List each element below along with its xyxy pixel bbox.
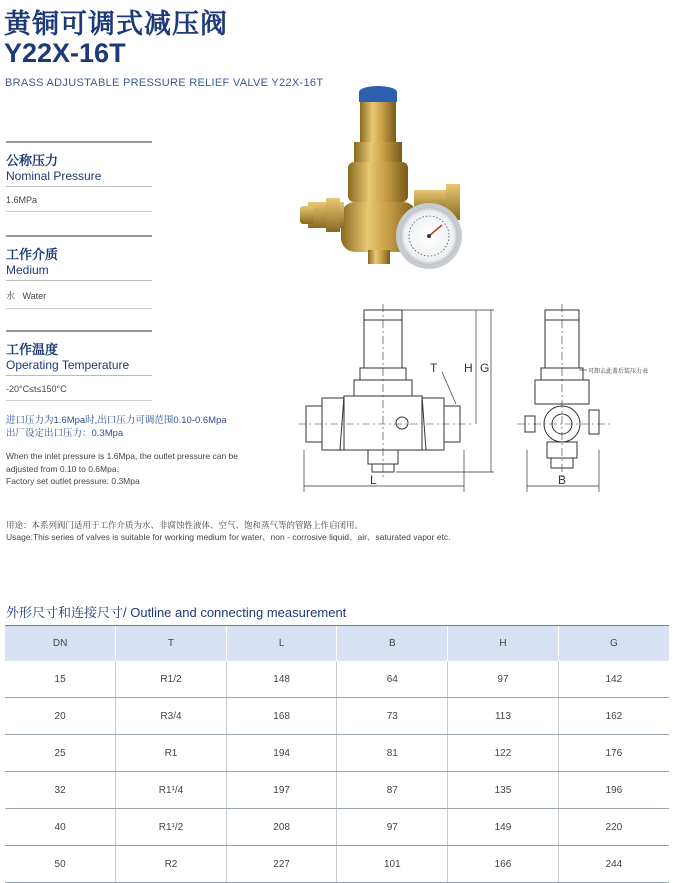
spec-label-cn: 公称压力 (6, 153, 59, 168)
column-header-g: G (558, 626, 669, 661)
table-row (5, 809, 669, 846)
pressure-note-line: adjusted from 0.10 to 0.6Mpa. (6, 463, 119, 474)
table-cell: 196 (558, 772, 669, 809)
usage-note-en: Usage:This series of valves is suitable for working medium for water、non - corrosive liquid、air、saturated vapor etc. (6, 532, 451, 542)
table-header-row (5, 626, 669, 661)
table-cell: 101 (337, 846, 448, 883)
dimensions-heading: 外形尺寸和连接尺寸/ Outline and connecting measurement (6, 605, 347, 620)
side-view-drawing (515, 300, 673, 496)
table-cell: 73 (337, 698, 448, 735)
column-header-dn: DN (5, 626, 116, 661)
spec-label-cn: 工作介质 (6, 247, 59, 262)
table-cell: 168 (226, 698, 337, 735)
table-cell: 220 (558, 809, 669, 846)
table-cell: 244 (558, 846, 669, 883)
table-cell: R1/2 (116, 661, 227, 698)
product-title-cn: 黄铜可调式减压阀 (4, 9, 228, 39)
table-cell: 64 (337, 661, 448, 698)
dim-label-b: B (558, 473, 567, 487)
table-cell: 197 (226, 772, 337, 809)
spec-value: -20°C≤t≤150°C (6, 376, 152, 401)
dim-label-g: G (480, 361, 490, 375)
pressure-note-cn (6, 414, 227, 440)
column-header-b: B (337, 626, 448, 661)
product-title-en: BRASS ADJUSTABLE PRESSURE RELIEF VALVE Y22X-16T (5, 77, 324, 89)
spec-operating-temperature (6, 330, 152, 401)
table-row (5, 735, 669, 772)
table-cell: 166 (448, 846, 559, 883)
valve-product-image (296, 84, 471, 284)
dim-label-t: T (430, 361, 438, 375)
spec-value: 1.6MPa (6, 187, 152, 212)
dimensions-table (5, 626, 669, 883)
table-cell: R1¹/2 (116, 809, 227, 846)
usage-note-cn: 用途：本系列阀门适用于工作介质为水、非腐蚀性液体、空气、饱和蒸气等的管路上作启闭用。 (6, 520, 364, 530)
table-row (5, 698, 669, 735)
table-cell: 135 (448, 772, 559, 809)
table-row (5, 772, 669, 809)
pressure-note-line: 进口压力为1.6Mpa时,出口压力可调范围0.10-0.6Mpa (6, 415, 227, 426)
table-cell: 97 (337, 809, 448, 846)
spec-value: 水 Water (6, 281, 152, 309)
pressure-note-line: Factory set outlet pressure: 0.3Mpa (6, 476, 140, 486)
table-cell: 176 (558, 735, 669, 772)
table-row (5, 661, 669, 698)
table-cell: 142 (558, 661, 669, 698)
pressure-note-en (6, 450, 266, 488)
table-cell: 40 (5, 809, 116, 846)
table-cell: 25 (5, 735, 116, 772)
spec-label-en: Medium (6, 263, 152, 281)
dim-label-l: L (370, 473, 377, 487)
spec-label-en: Nominal Pressure (6, 169, 152, 187)
product-model: Y22X-16T (4, 38, 126, 68)
dim-label-h: H (464, 361, 473, 375)
spec-medium (6, 235, 152, 309)
table-cell: 20 (5, 698, 116, 735)
pressure-note-line: When the inlet pressure is 1.6Mpa, the outlet pressure can be (6, 451, 238, 461)
column-header-h: H (448, 626, 559, 661)
table-cell: 32 (5, 772, 116, 809)
table-cell: 227 (226, 846, 337, 883)
column-header-l: L (226, 626, 337, 661)
usage-note (6, 519, 451, 543)
table-cell: 50 (5, 846, 116, 883)
spec-divider (6, 235, 152, 237)
spec-divider (6, 141, 152, 143)
table-cell: 149 (448, 809, 559, 846)
table-cell: 87 (337, 772, 448, 809)
table-row (5, 846, 669, 883)
spec-nominal-pressure (6, 141, 152, 212)
table-cell: 162 (558, 698, 669, 735)
table-cell: 194 (226, 735, 337, 772)
table-cell: 122 (448, 735, 559, 772)
column-header-t: T (116, 626, 227, 661)
table-cell: 208 (226, 809, 337, 846)
table-cell: R3/4 (116, 698, 227, 735)
spec-label-en: Operating Temperature (6, 358, 152, 376)
table-cell: R2 (116, 846, 227, 883)
table-cell: 15 (5, 661, 116, 698)
table-cell: R1¹/4 (116, 772, 227, 809)
table-cell: 97 (448, 661, 559, 698)
pressure-note-line: 出厂设定出口压力：0.3Mpa (6, 428, 124, 439)
table-cell: 81 (337, 735, 448, 772)
table-cell: 113 (448, 698, 559, 735)
spec-label-cn: 工作温度 (6, 342, 59, 357)
front-view-drawing (296, 300, 496, 496)
table-cell: R1 (116, 735, 227, 772)
table-cell: 148 (226, 661, 337, 698)
spec-divider (6, 330, 152, 332)
gauge-cover-note: 可卸去此盖后装压力表 (588, 369, 649, 375)
